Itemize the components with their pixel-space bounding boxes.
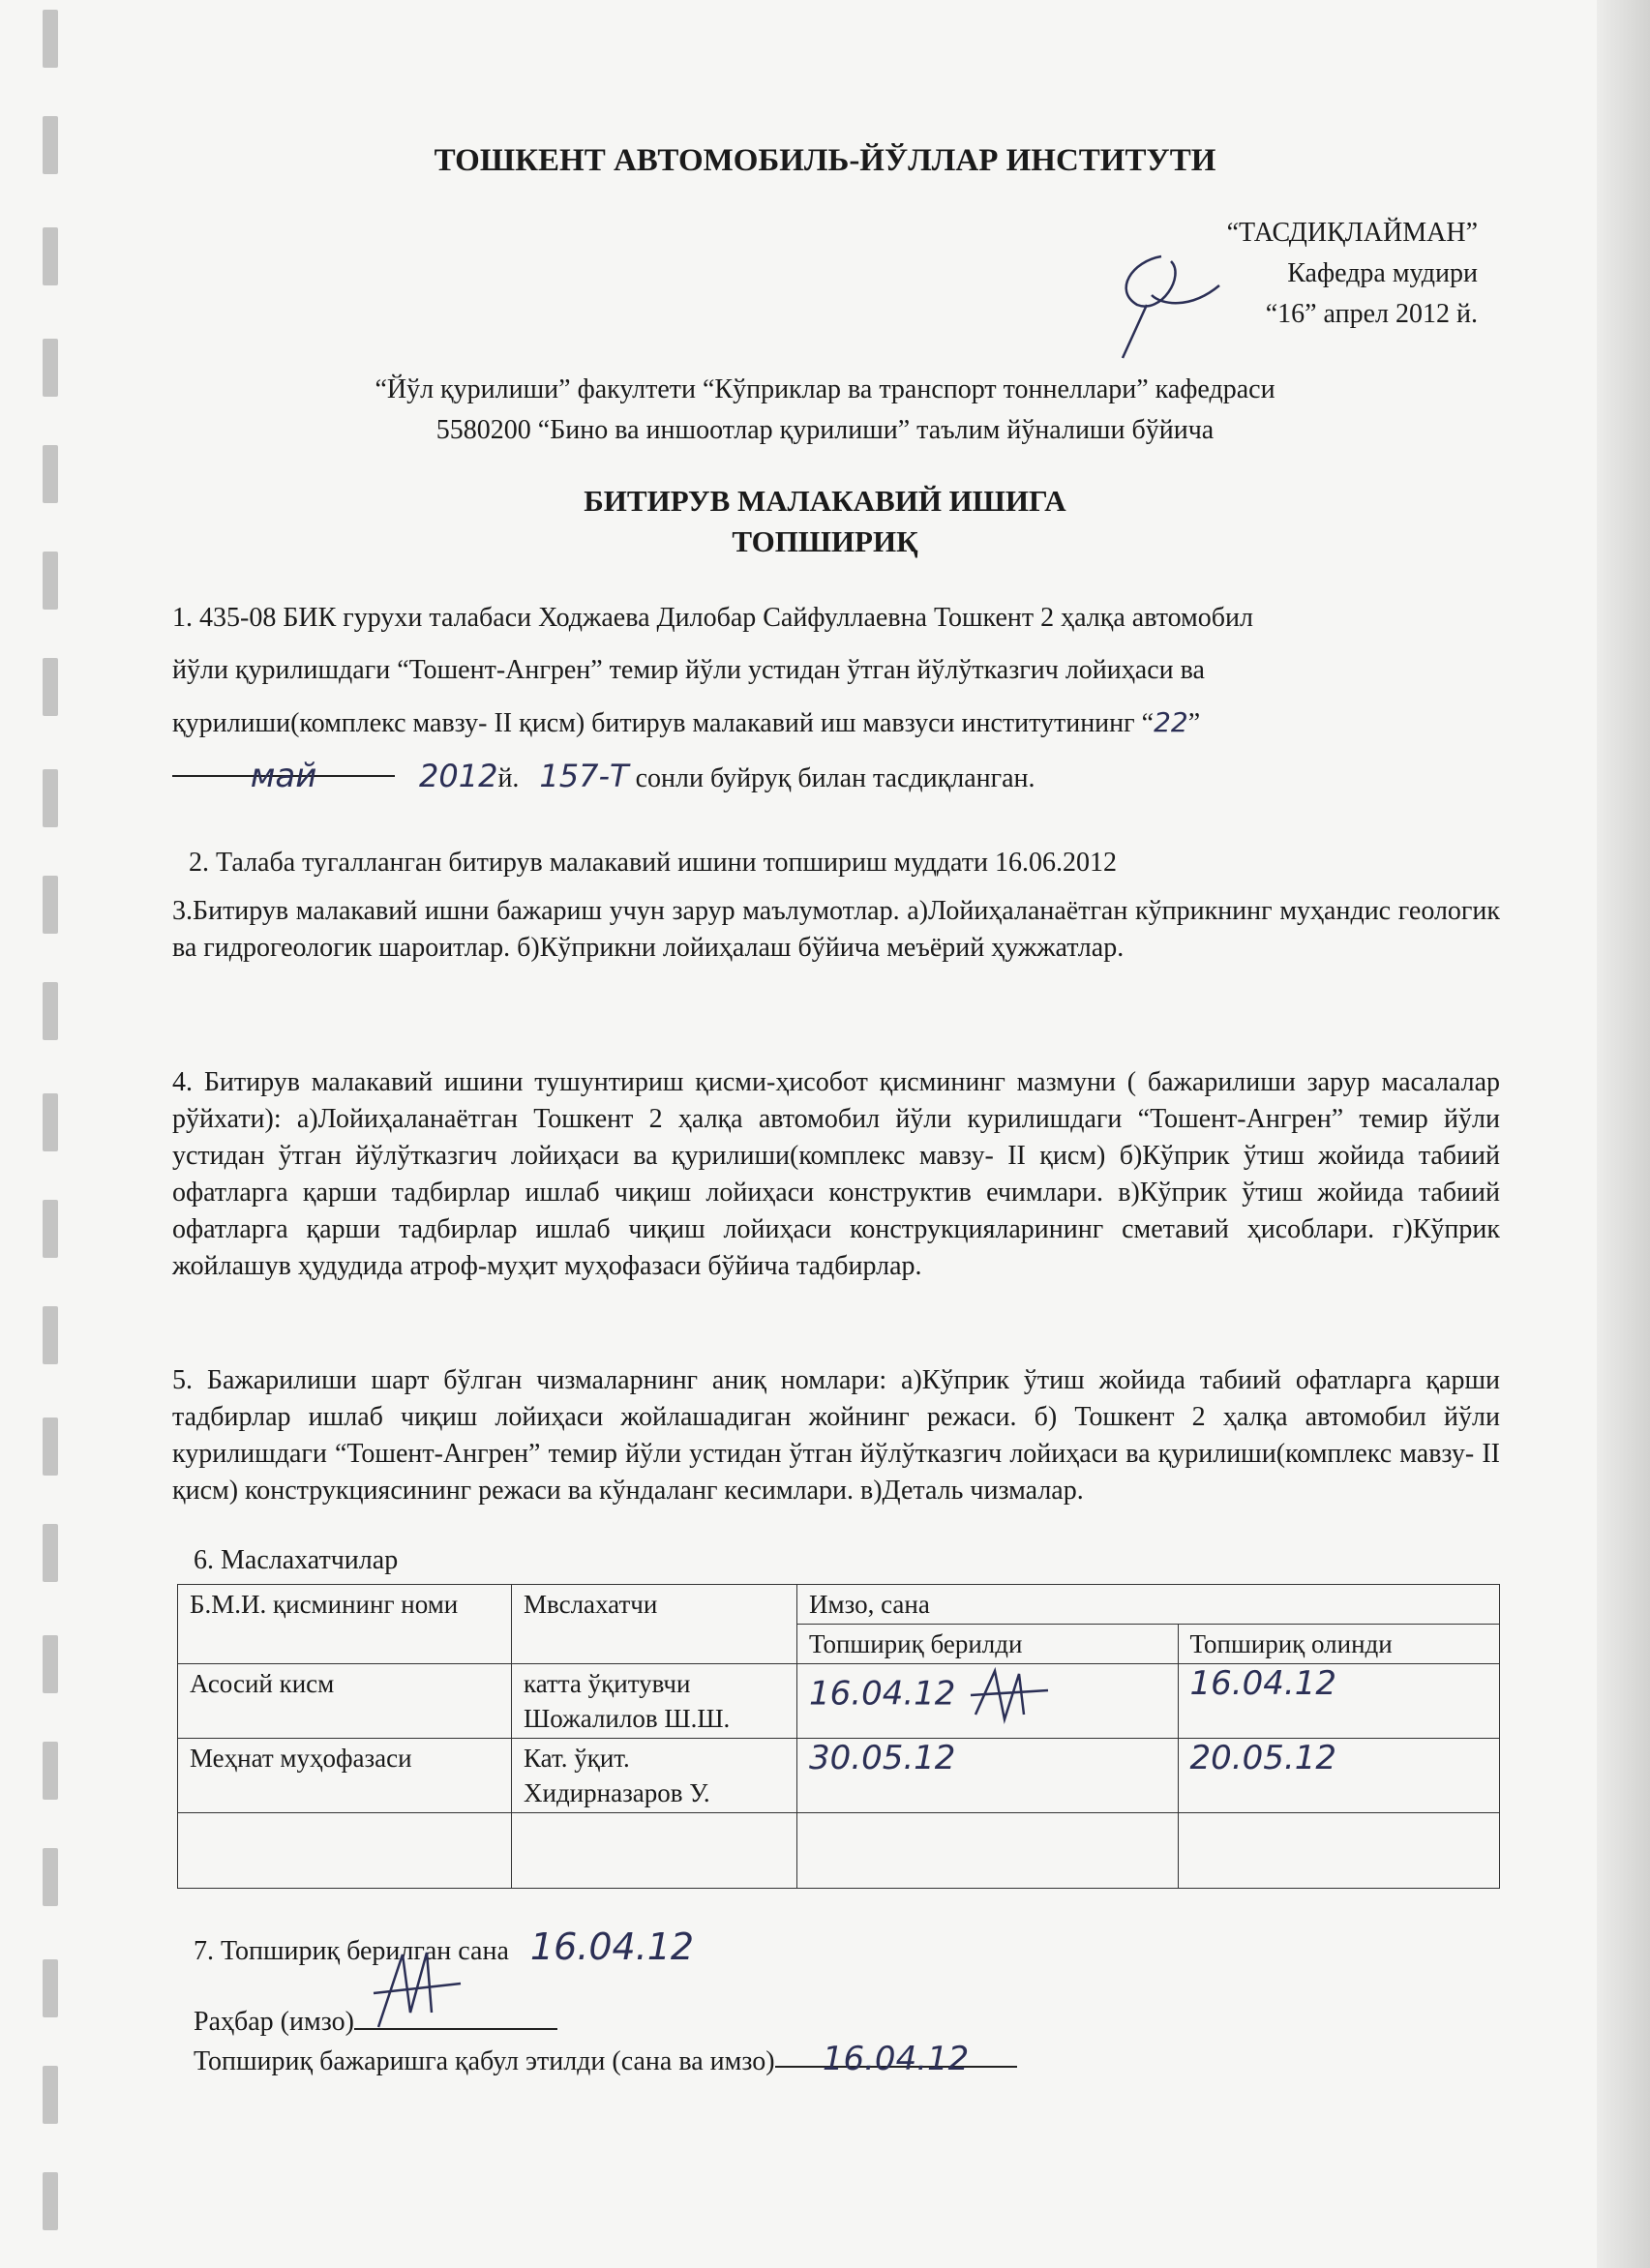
binding-hole [43, 1635, 58, 1693]
approval-signature [1094, 237, 1239, 363]
table-cell [797, 1813, 1179, 1889]
table-cell: катта ўқитувчи Шожалилов Ш.Ш. [512, 1664, 797, 1739]
month-underline [172, 750, 395, 795]
item-5: 5. Бажарилиши шарт бўлган чизмаларнинг аниқ номлари: а)Кўприк ўтиш жойида табиий офатларга қарши тадбирлар ишлаб чиқиш лойиҳаси жойлашадиган жойнинг режаси. б) Тошкент 2 ҳалқа автомобил йўли курилишдаги “Тошент-Ангрен” темир йўли устидан ўтган йўлўтказгич лойиҳаси ва қурилиши(комплекс мавзу- II қисм) конструкциясининг режаси ва кўндаланг кесимлари. в)Деталь чизмалар. [172, 1365, 1500, 1506]
year-suffix: й. [497, 763, 520, 793]
item-1-line [172, 697, 1477, 750]
table-cell: Асосий кисм [178, 1664, 512, 1739]
binding-hole [43, 1306, 58, 1364]
handwritten-issue-date: 16.04.12 [529, 1925, 695, 1968]
leader-line [194, 2003, 1017, 2041]
heading-line-1: БИТИРУВ МАЛАКАВИЙ ИШИГА [584, 484, 1066, 518]
binding-hole [43, 1418, 58, 1476]
quote-close: ” [1187, 708, 1201, 738]
accepted-date-line [775, 2040, 1017, 2078]
table-cell [178, 1813, 512, 1889]
binding-hole [43, 1093, 58, 1151]
page-edge-shadow [1597, 0, 1650, 2268]
table-row [178, 1739, 1500, 1813]
consultant-signature [966, 1666, 1053, 1724]
approval-title: “ТАСДИҚЛАЙМАН” [1226, 218, 1478, 248]
item-4: 4. Битирув малакавий ишини тушунтириш қисми-ҳисобот қисмининг мазмуни ( бажарилиши зарур масалалар рўйхати): а)Лойиҳаланаётган Тошкент 2 ҳалқа автомобил йўли курилишдаги “Тошент-Ангрен” темир йўли устидан ўтган йўлўтказгич лойиҳаси ва қурилиши(комплекс мавзу- II қисм) б)Кўприк ўтиш жойида табиий офатларга қарши тадбирлар ишлаб чиқиш лойиҳаси конструктив ечимлари. в)Кўприк ўтиш жойида табиий офатларга қарши тадбирлар ишлаб чиқиш лойиҳаси конструкцияларининг сметавий ҳисоблари. г)Кўприк жойлашув ҳудудида атроф-муҳит муҳофазаси бўйича тадбирлар. [172, 1067, 1500, 1281]
binding-hole [43, 227, 58, 285]
table-cell-handwritten: 20.05.12 [1178, 1739, 1499, 1813]
signatures-block [194, 2003, 1017, 2080]
binding-hole [43, 1959, 58, 2017]
item-7-label: 7. Топшириқ берилган сана [194, 1936, 509, 1966]
item-1-line: йўли қурилишдаги “Тошент-Ангрен” темир йўли устидан ўтган йўлўтказгич лойиҳаси ва [172, 655, 1205, 685]
binding-hole [43, 2172, 58, 2230]
faculty-line: “Йўл қурилиши” факултети “Кўприклар ва транспорт тоннеллари” кафедраси [375, 374, 1275, 404]
approval-position: Кафедра мудири [1287, 258, 1478, 288]
binding-hole [43, 1848, 58, 1906]
approval-block [1227, 213, 1478, 335]
consultants-table [177, 1584, 1500, 1889]
table-header-row [178, 1585, 1500, 1625]
approval-date: “16” апрел 2012 й. [1265, 299, 1478, 329]
heading-line-2: ТОПШИРИҚ [732, 524, 918, 558]
table-header-cell: Б.М.И. қисмининг номи [178, 1585, 512, 1664]
table-cell-handwritten [797, 1664, 1179, 1739]
table-cell-handwritten: 30.05.12 [797, 1739, 1179, 1813]
handwritten-day: 22 [1154, 706, 1188, 738]
handwritten-accepted-date: 16.04.12 [822, 2040, 970, 2078]
binding-hole [43, 1524, 58, 1582]
table-cell [512, 1813, 797, 1889]
binding-hole [43, 982, 58, 1040]
item-6-title: 6. Маслахатчилар [194, 1545, 399, 1575]
handwritten-order-number: 157-Т [539, 758, 629, 794]
program-line: 5580200 “Бино ва иншоотлар қурилиши” таълим йўналиши бўйича [435, 415, 1215, 445]
institute-title: ТОШКЕНТ АВТОМОБИЛЬ-ЙЎЛЛАР ИНСТИТУТИ [434, 143, 1216, 178]
leader-signature [364, 1945, 470, 2032]
table-cell-handwritten: 16.04.12 [1178, 1664, 1499, 1739]
table-header-cell: Мвслахатчи [512, 1585, 797, 1664]
item-3: 3.Битирув малакавий ишни бажариш учун зарур маълумотлар. а)Лойиҳаланаётган кўприкнинг муҳандис геологик ва гидрогеологик шароитлар. б)Кўприкни лойиҳалаш бўйича меъёрий ҳужжатлар. [172, 896, 1500, 963]
leader-signature-line [354, 2003, 557, 2030]
faculty-block [0, 370, 1650, 451]
accepted-line [194, 2041, 1017, 2080]
item-1 [172, 592, 1477, 805]
binding-hole [43, 658, 58, 716]
binding-hole [43, 1200, 58, 1258]
table-cell: Меҳнат муҳофазаси [178, 1739, 512, 1813]
item-1-line-text: қурилиши(комплекс мавзу- II қисм) битирув малакавий иш мавзуси институтининг “ [172, 708, 1155, 738]
handwritten-date: 16.04.12 [809, 1674, 956, 1714]
binding-hole [43, 876, 58, 934]
table-row [178, 1664, 1500, 1739]
table-cell: Кат. ўқит. Хидирназаров У. [512, 1739, 797, 1813]
leader-label: Раҳбар (имзо) [194, 2007, 354, 2037]
accepted-label: Топшириқ бажаришга қабул этилди (сана ва имзо) [194, 2046, 775, 2076]
table-header-cell: Топшириқ берилди [797, 1625, 1179, 1664]
document-heading [0, 481, 1650, 562]
item-2: 2. Талаба тугалланган битирув малакавий ишини топшириш муддати 16.06.2012 [189, 848, 1117, 878]
handwritten-month: май [250, 757, 317, 795]
item-1-line [172, 750, 1477, 805]
binding-hole [43, 2066, 58, 2124]
item-1-line-text: сонли буйруқ билан тасдиқланган. [635, 763, 1035, 793]
handwritten-year: 2012 [419, 758, 498, 794]
item-1-line: 1. 435-08 БИК гурухи талабаси Ходжаева Дилобар Сайфуллаевна Тошкент 2 ҳалқа автомобил [172, 603, 1253, 633]
table-row [178, 1813, 1500, 1889]
table-header-cell: Имзо, сана [797, 1585, 1500, 1625]
binding-hole [43, 10, 58, 68]
binding-hole [43, 769, 58, 827]
binding-hole [43, 1742, 58, 1800]
table-header-cell: Топшириқ олинди [1178, 1625, 1499, 1664]
table-cell [1178, 1813, 1499, 1889]
